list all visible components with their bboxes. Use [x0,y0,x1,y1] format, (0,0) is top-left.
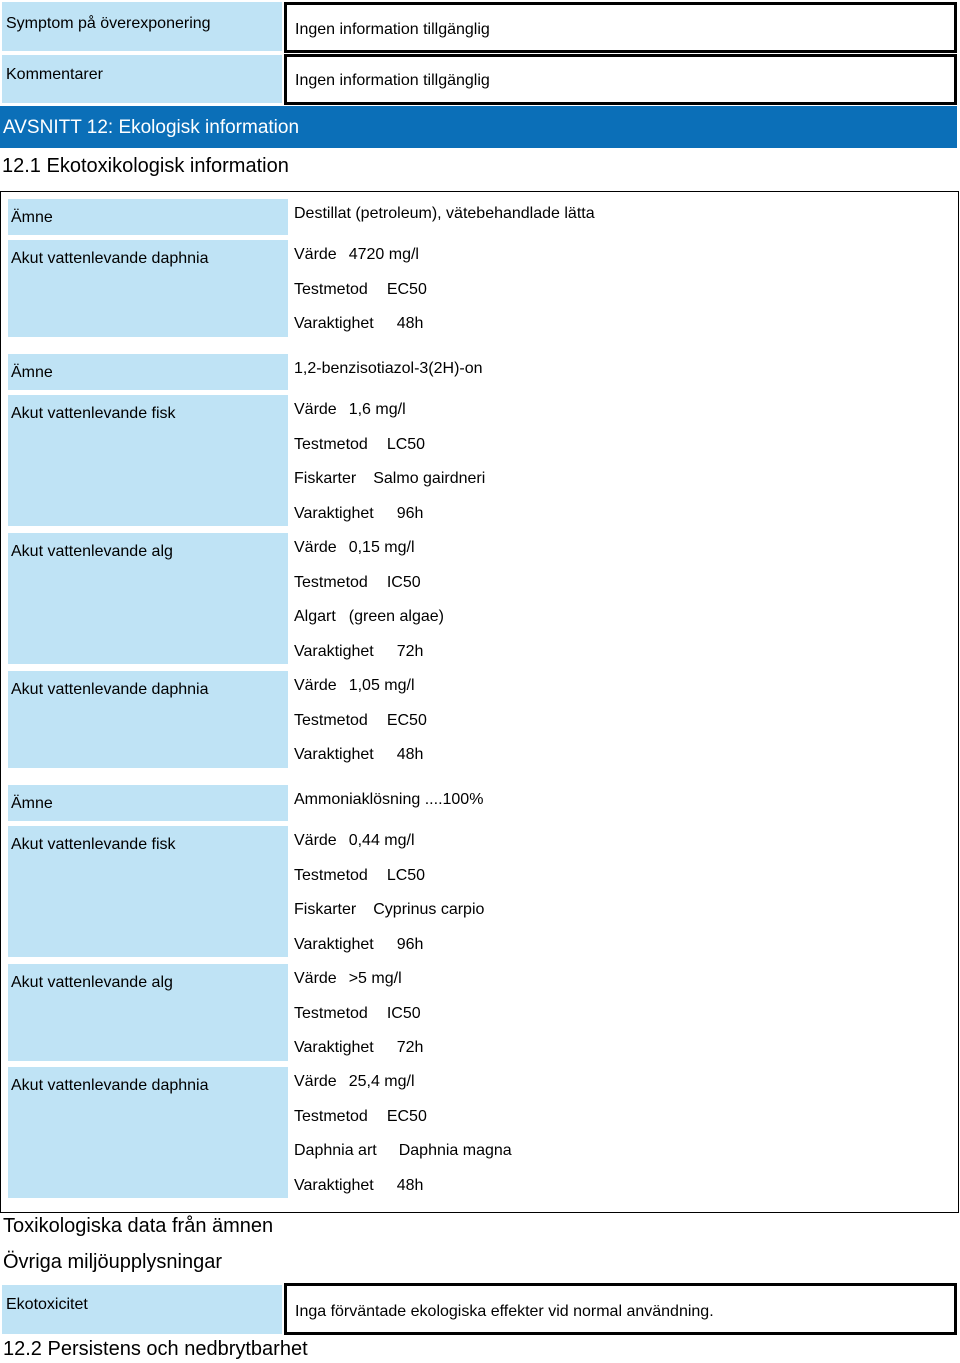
s2t1-row-2-value: LC50 [386,436,426,453]
s2t2-row-4 [294,635,423,669]
s3t3-row-3-value: Daphnia magna [398,1142,512,1159]
s2t1-row-3-key: Fiskarter [294,470,357,487]
s1t1-row-3 [294,307,423,341]
s1t1-row-2-value: EC50 [386,281,427,298]
s3t1-row-4-value: 96h [396,936,424,953]
s1t1-row-3-key: Varaktighet [294,315,374,332]
ekotox-label: Ekotoxicitet [6,1296,88,1313]
s2t3-row-3-value: 48h [396,746,424,763]
s2t1-row-1 [294,393,406,427]
symptom-value: Ingen information tillgänglig [295,21,490,38]
substance-3-test-1-label: Akut vattenlevande fisk [11,836,176,853]
s3t1-row-1-value: 0,44 mg/l [348,832,415,849]
substance-3-test-3-cell [8,1067,288,1198]
s2t3-row-2 [294,704,427,738]
substance-3-test-1-cell [8,826,288,957]
s2t1-row-4-value: 96h [396,505,424,522]
s2t1-row-3-value: Salmo gairdneri [373,470,486,487]
s3t3-row-1-value: 25,4 mg/l [348,1073,415,1090]
s1t1-row-2 [294,273,427,307]
kommentarer-label-cell [2,55,282,103]
substance-3-test-2-label: Akut vattenlevande alg [11,974,173,991]
s3t1-row-2-key: Testmetod [294,867,368,884]
substance-2-test-1-label: Akut vattenlevande fisk [11,405,176,422]
s3t1-row-3-key: Fiskarter [294,901,357,918]
s2t3-row-1-value: 1,05 mg/l [348,677,415,694]
substance-1-name: Destillat (petroleum), vätebehandlade lätta [294,205,595,222]
s3t1-row-2-value: LC50 [386,867,426,884]
s3t1-row-4-key: Varaktighet [294,936,374,953]
subsection-12-1-title: 12.1 Ekotoxikologisk information [2,155,289,177]
substance-3-amne-label: Ämne [11,795,53,812]
s2t2-row-4-value: 72h [396,643,424,660]
s3t3-row-3 [294,1134,512,1168]
s2t3-row-3 [294,738,423,772]
s3t3-row-3-key: Daphnia art [294,1142,377,1159]
s2t3-row-1 [294,669,415,703]
s3t1-row-4 [294,928,423,962]
s2t2-row-1-key: Värde [294,539,337,556]
substance-1-amne-label: Ämne [11,209,53,226]
s2t2-row-2-key: Testmetod [294,574,368,591]
s2t3-row-3-key: Varaktighet [294,746,374,763]
s2t3-row-2-value: EC50 [386,712,427,729]
s3t2-row-1 [294,962,402,996]
s2t3-row-2-key: Testmetod [294,712,368,729]
s2t1-row-1-key: Värde [294,401,337,418]
substance-3-name: Ammoniaklösning ....100% [294,791,484,808]
s3t2-row-2 [294,997,421,1031]
s2t2-row-3-value: (green algae) [348,608,444,625]
substance-2-test-3-label: Akut vattenlevande daphnia [11,681,209,698]
symptom-label: Symptom på överexponering [6,15,211,32]
s1t1-row-1-key: Värde [294,246,337,263]
s3t3-row-4-value: 48h [396,1177,424,1194]
substance-2-test-1-cell [8,395,288,526]
tox-data-heading: Toxikologiska data från ämnen [3,1215,274,1237]
s3t3-row-2-key: Testmetod [294,1108,368,1125]
s3t3-row-4 [294,1169,423,1203]
s3t3-row-1 [294,1065,415,1099]
s3t1-row-3 [294,893,484,927]
s2t2-row-3 [294,600,444,634]
s3t2-row-3 [294,1031,423,1065]
s2t3-row-1-key: Värde [294,677,337,694]
s3t2-row-1-key: Värde [294,970,337,987]
s3t1-row-3-value: Cyprinus carpio [373,901,485,918]
s2t2-row-2-value: IC50 [386,574,421,591]
s3t1-row-1 [294,824,415,858]
ekotox-value-cell [284,1283,957,1335]
substance-1-test-1-cell [8,240,288,337]
s2t1-row-1-value: 1,6 mg/l [348,401,406,418]
kommentarer-value: Ingen information tillgänglig [295,72,490,89]
s3t3-row-2-value: EC50 [386,1108,427,1125]
s3t1-row-1-key: Värde [294,832,337,849]
s1t1-row-1 [294,238,419,272]
s2t1-row-3 [294,462,485,496]
s2t2-row-4-key: Varaktighet [294,643,374,660]
s2t2-row-3-key: Algart [294,608,336,625]
s3t1-row-2 [294,859,425,893]
s1t1-row-3-value: 48h [396,315,424,332]
s3t2-row-3-key: Varaktighet [294,1039,374,1056]
substance-2-test-3-cell [8,671,288,768]
section-12-title: AVSNITT 12: Ekologisk information [3,117,300,138]
substance-1-test-1-label: Akut vattenlevande daphnia [11,250,209,267]
ekotox-value: Inga förväntade ekologiska effekter vid normal användning. [295,1303,714,1320]
s3t2-row-2-value: IC50 [386,1005,421,1022]
s1t1-row-2-key: Testmetod [294,281,368,298]
kommentarer-value-cell [284,54,957,105]
substance-3-amne-cell [8,785,288,821]
s3t2-row-3-value: 72h [396,1039,424,1056]
s3t3-row-2 [294,1100,427,1134]
substance-2-name: 1,2-benzisotiazol-3(2H)-on [294,360,483,377]
s2t2-row-1 [294,531,415,565]
s2t1-row-2 [294,428,425,462]
s2t2-row-1-value: 0,15 mg/l [348,539,415,556]
ovriga-heading: Övriga miljöupplysningar [3,1251,222,1273]
symptom-label-cell [2,2,282,51]
ekotox-label-cell [2,1285,282,1334]
kommentarer-label: Kommentarer [6,66,103,83]
substance-2-test-2-cell [8,533,288,664]
section-12-bar [0,106,957,148]
s1t1-row-1-value: 4720 mg/l [348,246,419,263]
subsection-12-2-title: 12.2 Persistens och nedbrytbarhet [3,1338,308,1360]
s2t1-row-2-key: Testmetod [294,436,368,453]
substance-1-amne-cell [8,199,288,235]
s2t2-row-2 [294,566,421,600]
substance-3-test-2-cell [8,964,288,1061]
s3t3-row-4-key: Varaktighet [294,1177,374,1194]
s3t2-row-1-value: >5 mg/l [348,970,402,987]
s2t1-row-4 [294,497,423,531]
substance-3-test-3-label: Akut vattenlevande daphnia [11,1077,209,1094]
substance-2-amne-label: Ämne [11,364,53,381]
s3t2-row-2-key: Testmetod [294,1005,368,1022]
s2t1-row-4-key: Varaktighet [294,505,374,522]
substance-2-test-2-label: Akut vattenlevande alg [11,543,173,560]
substance-2-amne-cell [8,354,288,390]
s3t3-row-1-key: Värde [294,1073,337,1090]
symptom-value-cell [284,2,957,53]
